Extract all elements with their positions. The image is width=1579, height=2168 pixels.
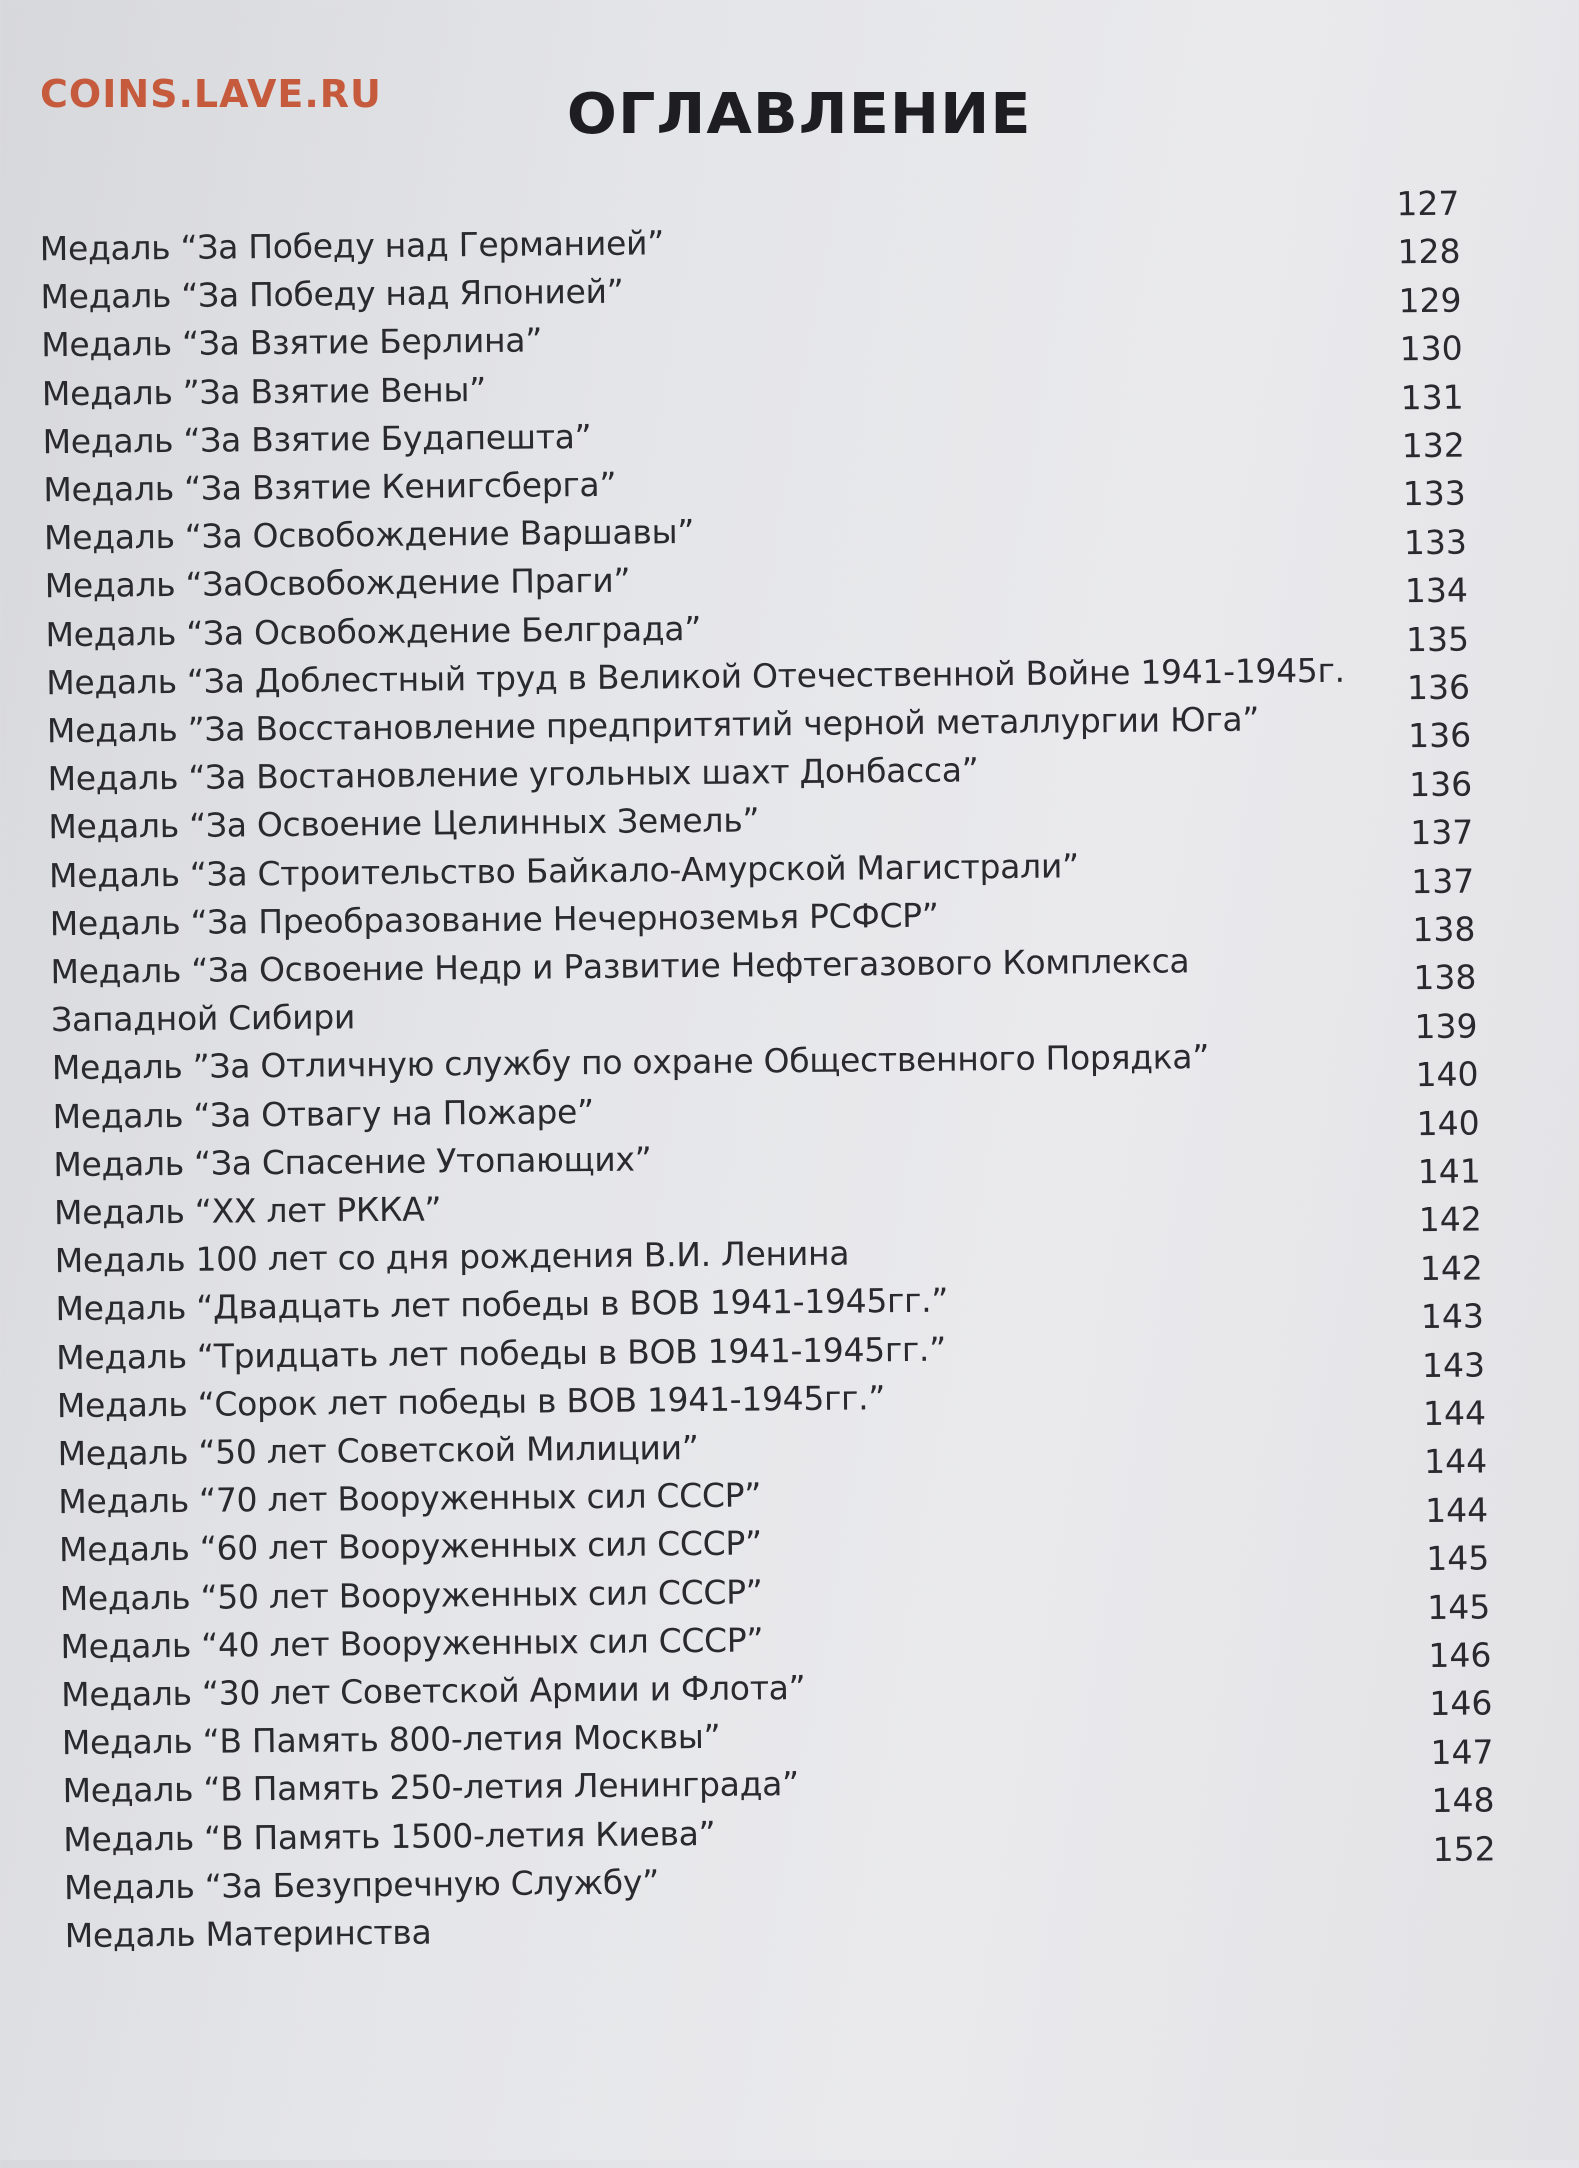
toc-entry-title: Медаль “Двадцать лет победы в ВОВ 1941-1945гг.”: [55, 1280, 949, 1329]
toc-entry-title: Медаль “70 лет Вооруженных сил СССР”: [58, 1475, 762, 1522]
toc-page-number: 146: [1429, 1683, 1493, 1724]
toc-entry-title: Медаль “В Память 800-летия Москвы”: [61, 1716, 721, 1763]
toc-entry-title: Медаль “За Победу над Германией”: [39, 223, 665, 269]
toc-page-number: 145: [1427, 1586, 1491, 1627]
toc-page-number: 133: [1402, 473, 1466, 514]
toc-page-number: 143: [1421, 1345, 1486, 1385]
toc-page-number: 133: [1403, 522, 1468, 562]
toc-entry-title: Медаль “За Взятие Кенигсберга”: [43, 464, 617, 510]
toc-entry-title: Медаль “60 лет Вооруженных сил СССР”: [58, 1523, 762, 1570]
toc-entry-title: Медаль “За Взятие Берлина”: [41, 320, 543, 365]
toc-page-number: 134: [1404, 570, 1469, 611]
toc-page-number: 144: [1423, 1441, 1488, 1482]
toc-page-number: 140: [1416, 1103, 1480, 1143]
toc-page-number: 144: [1422, 1393, 1487, 1434]
toc-entry-title: Медаль “Тридцать лет победы в ВОВ 1941-1945гг.”: [55, 1329, 947, 1377]
toc-entry-title: Медаль “За Доблестный труд в Великой Отечественной Войне 1941-1945г.: [46, 650, 1345, 703]
toc-entry-title: Медаль “Сорок лет победы в ВОВ 1941-1945гг.”: [56, 1377, 886, 1425]
toc-page-number: 138: [1412, 909, 1476, 950]
toc-page-number: 147: [1430, 1732, 1494, 1772]
toc-entry-title: Медаль Материнства: [64, 1912, 432, 1956]
toc-entry-title: Медаль “За Строительство Байкало-Амурской Магистрали”: [48, 845, 1079, 895]
toc-page-number: 129: [1398, 280, 1462, 321]
toc-entry-title: Медаль “50 лет Вооруженных сил СССР”: [59, 1571, 763, 1618]
toc-entry-title: Медаль “За Взятие Будапешта”: [42, 416, 592, 462]
toc-entry-title: Медаль “За Безупречную Службу”: [63, 1862, 660, 1907]
toc-entry-title: Медаль ”За Восстановление предпритятий черной металлургии Юга”: [46, 699, 1260, 751]
toc-entry-title: Медаль “За Спасение Утопающих”: [53, 1139, 652, 1184]
toc-page-number: 127: [1396, 183, 1460, 224]
toc-page-number: 144: [1424, 1490, 1489, 1530]
watermark: COINS.LAVE.RU: [40, 72, 382, 116]
toc-page-number: 130: [1399, 328, 1463, 369]
toc-page-number: 143: [1420, 1296, 1485, 1337]
toc-entry-title: Медаль “За Преобразование Нечерноземья РСФСР”: [49, 895, 939, 943]
toc-page-number: 136: [1408, 764, 1473, 804]
toc-entry-title: Медаль “ЗаОсвобождение Праги”: [44, 560, 631, 606]
toc-page-number: 136: [1406, 667, 1471, 708]
toc-entry-title: Медаль “В Память 1500-летия Киева”: [63, 1813, 716, 1859]
toc-entry-title: Медаль “За Освобождение Варшавы”: [43, 512, 695, 558]
toc-entry-title: Медаль “40 лет Вооруженных сил СССР”: [60, 1620, 764, 1666]
toc-entry-title: Медаль ”За Отличную службу по охране Общественного Порядка”: [51, 1037, 1210, 1088]
toc-entry-title: Медаль “За Востановление угольных шахт Донбасса”: [47, 750, 979, 799]
toc-page-number: 146: [1428, 1635, 1492, 1675]
toc-page-number: 137: [1411, 861, 1475, 901]
toc-entry-title: Медаль ”За Взятие Вены”: [41, 369, 487, 413]
toc-entry-title: Медаль “В Память 250-летия Ленинграда”: [62, 1764, 800, 1811]
toc-page-number: 137: [1410, 812, 1474, 853]
toc-entry-title: Медаль “За Отвагу на Пожаре”: [52, 1091, 595, 1136]
toc-entry-title: Медаль “XX лет РККА”: [53, 1189, 442, 1233]
toc-page-number: 145: [1426, 1538, 1490, 1579]
toc-page-number: 141: [1417, 1151, 1481, 1192]
toc-page-number: 131: [1400, 377, 1464, 417]
toc-page-number: 140: [1415, 1054, 1479, 1095]
toc-entry-title: Медаль “За Освоение Недр и Развитие Нефтегазового Комплекса: [50, 941, 1190, 992]
toc-page-number: 139: [1414, 1006, 1478, 1046]
toc-page-number: 142: [1418, 1199, 1482, 1240]
toc-page-number: 142: [1419, 1248, 1484, 1288]
toc-page-number: 148: [1431, 1780, 1495, 1821]
toc-page-number: 135: [1405, 619, 1470, 659]
toc-page-number: 136: [1407, 715, 1472, 756]
toc-entry-title: Медаль “За Победу над Японией”: [40, 271, 624, 317]
toc-entry-title: Медаль “30 лет Советской Армии и Флота”: [60, 1667, 806, 1715]
toc-page-number: 132: [1401, 425, 1465, 466]
toc-entry-title: Медаль “50 лет Советской Милиции”: [57, 1427, 699, 1474]
page-title: ОГЛАВЛЕНИЕ: [566, 82, 1032, 147]
toc-page-number: 152: [1432, 1828, 1496, 1869]
toc-page-number: 128: [1397, 232, 1461, 272]
toc-entry-title: Западной Сибири: [51, 997, 356, 1040]
toc-entry-title: Медаль “За Освоение Целинных Земель”: [48, 800, 760, 847]
toc-entry-title: Медаль 100 лет со дня рождения В.И. Ленина: [54, 1233, 850, 1281]
toc-entry-title: Медаль “За Освобождение Белграда”: [45, 608, 702, 654]
toc-page-number: 138: [1413, 957, 1477, 998]
